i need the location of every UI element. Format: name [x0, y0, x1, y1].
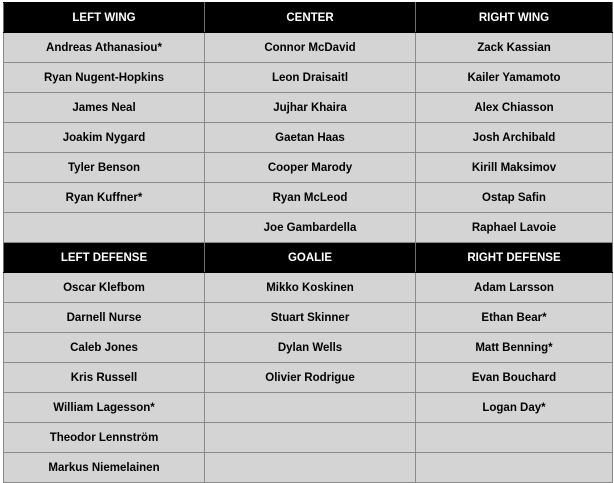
player-cell: Tyler Benson — [4, 153, 205, 183]
header-left-defense: LEFT DEFENSE — [4, 243, 205, 273]
player-cell: Adam Larsson — [416, 273, 613, 303]
forwards-row — [4, 183, 613, 213]
player-cell: Olivier Rodrigue — [205, 363, 416, 393]
forwards-row — [4, 63, 613, 93]
defense-header-row — [4, 243, 613, 273]
player-cell: Andreas Athanasiou* — [4, 33, 205, 63]
header-center: CENTER — [205, 3, 416, 33]
forwards-row — [4, 123, 613, 153]
player-cell: Alex Chiasson — [416, 93, 613, 123]
player-cell: Logan Day* — [416, 393, 613, 423]
player-cell: Ryan McLeod — [205, 183, 416, 213]
player-cell — [416, 423, 613, 453]
player-cell: Darnell Nurse — [4, 303, 205, 333]
player-cell: Joakim Nygard — [4, 123, 205, 153]
player-cell: Stuart Skinner — [205, 303, 416, 333]
player-cell — [416, 453, 613, 483]
player-cell: Evan Bouchard — [416, 363, 613, 393]
player-cell: Dylan Wells — [205, 333, 416, 363]
forwards-row — [4, 213, 613, 243]
player-cell — [4, 213, 205, 243]
player-cell: Joe Gambardella — [205, 213, 416, 243]
player-cell: Ostap Safin — [416, 183, 613, 213]
defense-row — [4, 453, 613, 483]
player-cell: Gaetan Haas — [205, 123, 416, 153]
defense-row — [4, 363, 613, 393]
depth-chart — [3, 2, 612, 483]
player-cell: Raphael Lavoie — [416, 213, 613, 243]
player-cell: Ryan Nugent-Hopkins — [4, 63, 205, 93]
player-cell — [205, 423, 416, 453]
forwards-row — [4, 93, 613, 123]
depth-chart-body — [4, 3, 613, 483]
player-cell: Matt Benning* — [416, 333, 613, 363]
defense-row — [4, 393, 613, 423]
player-cell: James Neal — [4, 93, 205, 123]
forwards-row — [4, 153, 613, 183]
player-cell: Mikko Koskinen — [205, 273, 416, 303]
player-cell: Kailer Yamamoto — [416, 63, 613, 93]
player-cell: Theodor Lennström — [4, 423, 205, 453]
player-cell: Ryan Kuffner* — [4, 183, 205, 213]
player-cell: Markus Niemelainen — [4, 453, 205, 483]
player-cell: William Lagesson* — [4, 393, 205, 423]
header-goalie: GOALIE — [205, 243, 416, 273]
player-cell: Caleb Jones — [4, 333, 205, 363]
defense-row — [4, 423, 613, 453]
defense-row — [4, 273, 613, 303]
forwards-row — [4, 33, 613, 63]
player-cell: Jujhar Khaira — [205, 93, 416, 123]
player-cell — [205, 453, 416, 483]
defense-row — [4, 333, 613, 363]
header-right-defense: RIGHT DEFENSE — [416, 243, 613, 273]
player-cell: Leon Draisaitl — [205, 63, 416, 93]
player-cell: Connor McDavid — [205, 33, 416, 63]
forwards-header-row — [4, 3, 613, 33]
player-cell: Oscar Klefbom — [4, 273, 205, 303]
player-cell: Cooper Marody — [205, 153, 416, 183]
player-cell: Ethan Bear* — [416, 303, 613, 333]
header-left-wing: LEFT WING — [4, 3, 205, 33]
depth-chart-table — [3, 2, 613, 483]
player-cell: Zack Kassian — [416, 33, 613, 63]
player-cell — [205, 393, 416, 423]
player-cell: Kirill Maksimov — [416, 153, 613, 183]
defense-row — [4, 303, 613, 333]
header-right-wing: RIGHT WING — [416, 3, 613, 33]
player-cell: Josh Archibald — [416, 123, 613, 153]
player-cell: Kris Russell — [4, 363, 205, 393]
